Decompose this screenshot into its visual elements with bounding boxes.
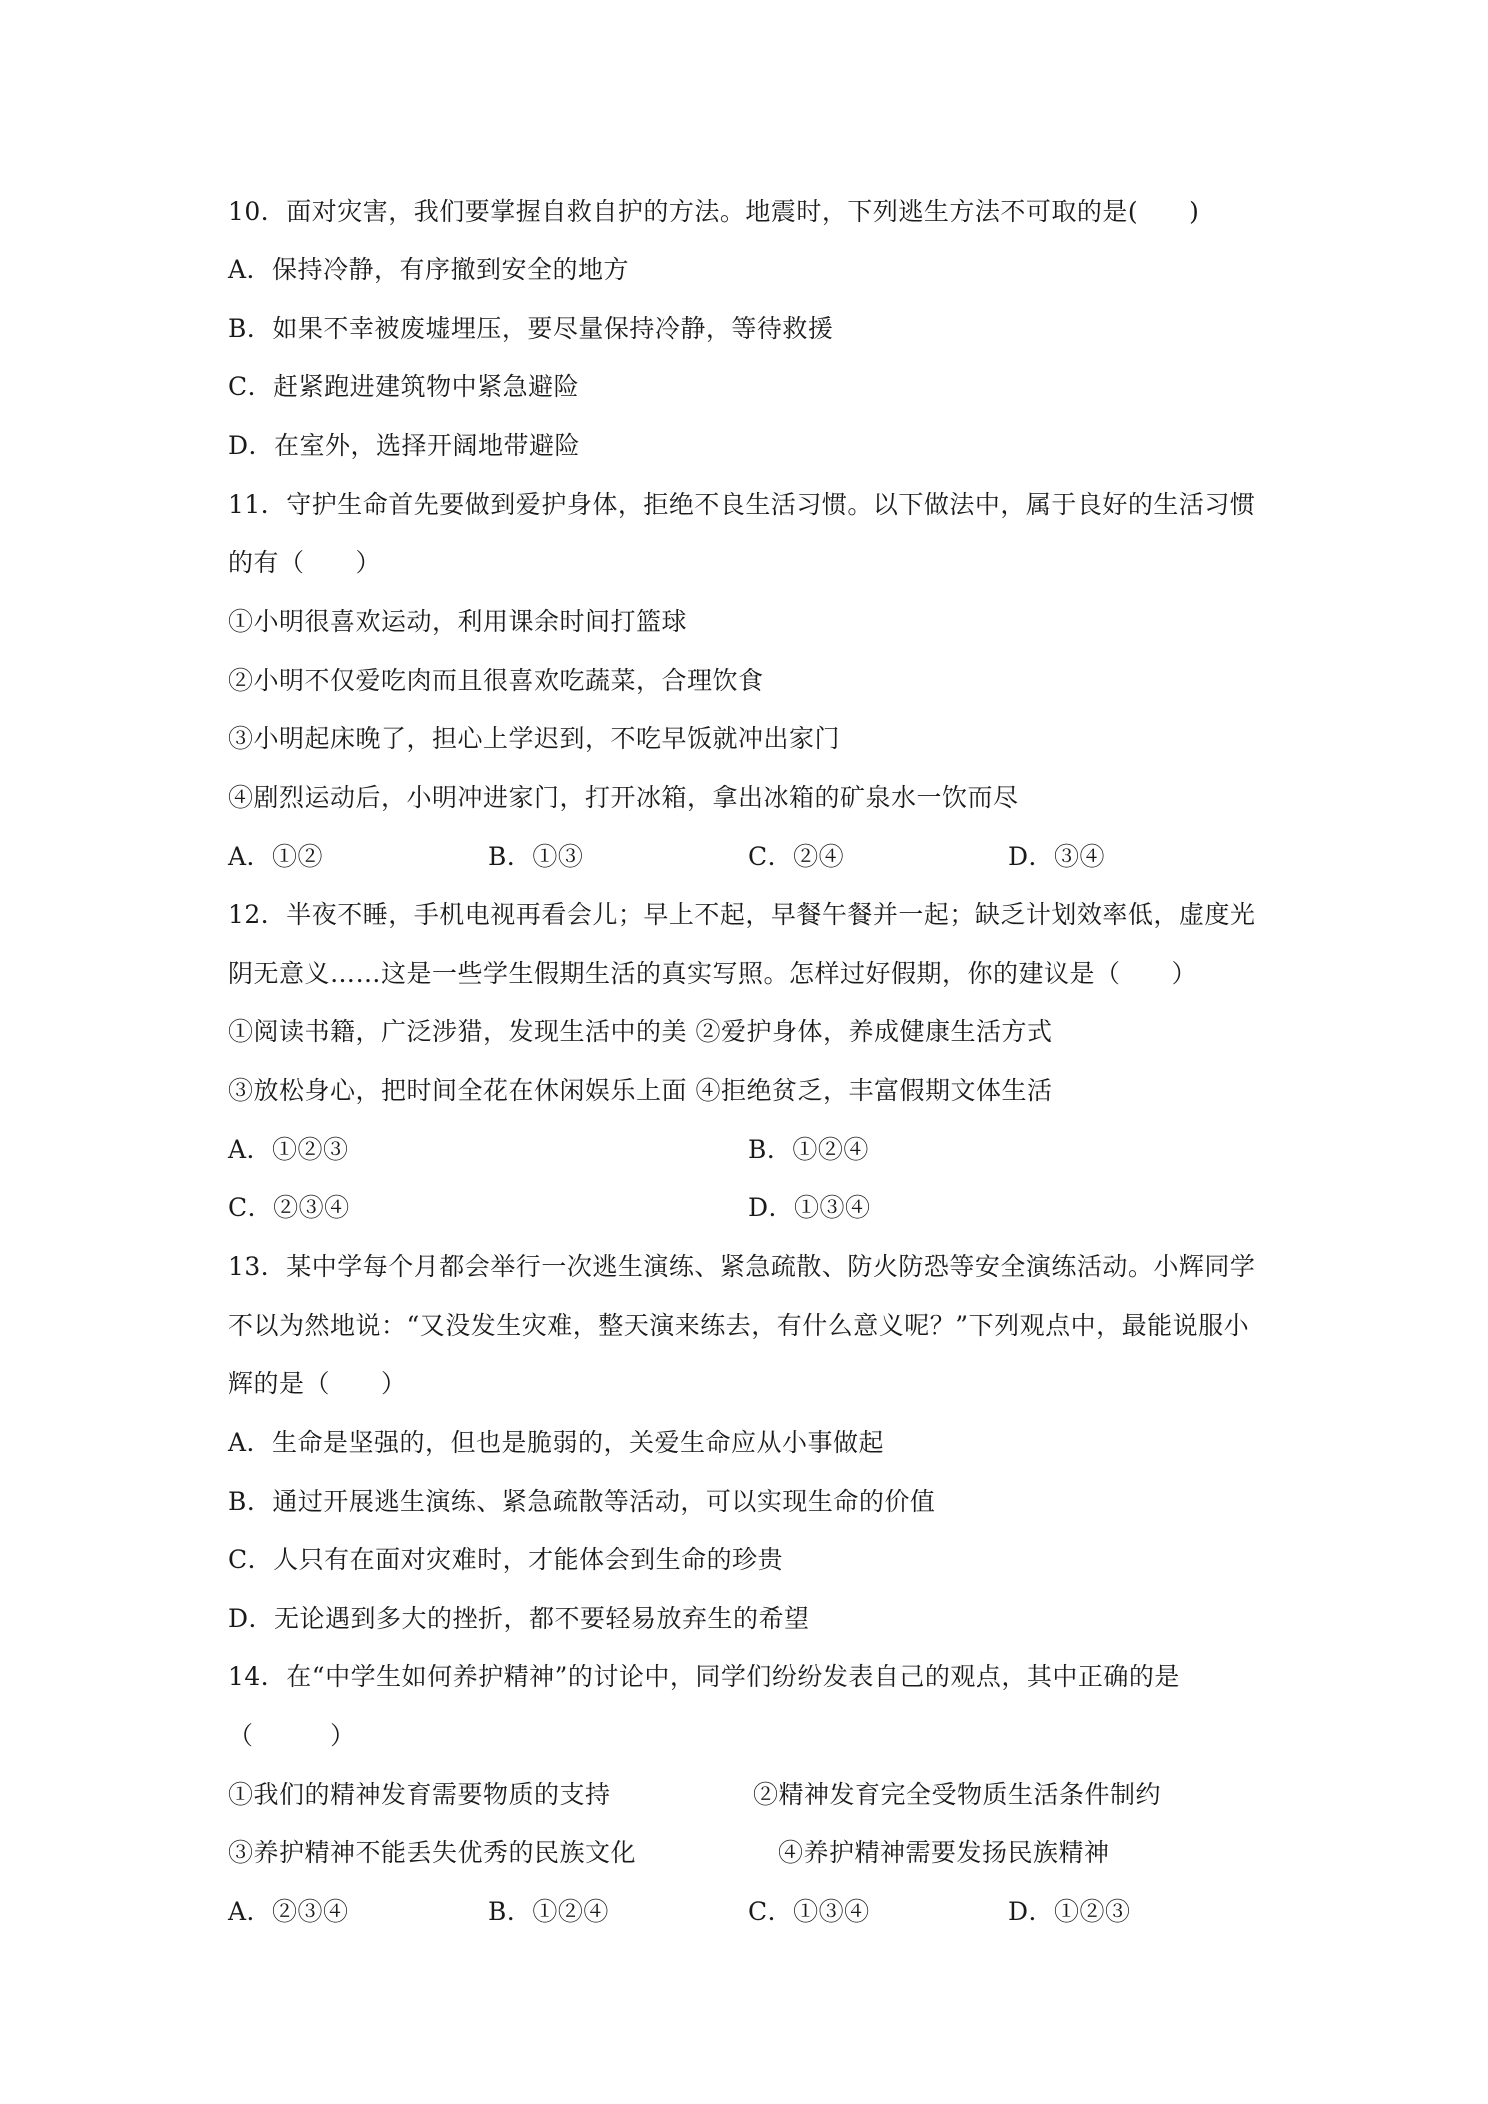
question-10-option-d: D．在室外，选择开阔地带避险	[228, 431, 581, 460]
question-12-option-c: C．②③④	[228, 1193, 350, 1222]
question-13-option-d: D．无论遇到多大的挫折，都不要轻易放弃生的希望	[228, 1604, 810, 1633]
question-14-item-2: ②精神发育完全受物质生活条件制约	[753, 1780, 1162, 1809]
question-11-item-4: ④剧烈运动后，小明冲进家门，打开冰箱，拿出冰箱的矿泉水一饮而尽	[228, 783, 1019, 812]
question-14-option-c: C．①③④	[748, 1897, 870, 1926]
question-12-option-b: B．①②④	[748, 1135, 869, 1164]
question-11-stem-line1: 11．守护生命首先要做到爱护身体，拒绝不良生活习惯。以下做法中，属于良好的生活习惯	[228, 490, 1256, 519]
question-13-option-b: B．通过开展逃生演练、紧急疏散等活动，可以实现生命的价值	[228, 1487, 936, 1516]
question-12-option-d: D．①③④	[748, 1193, 871, 1222]
question-10-stem: 10．面对灾害，我们要掌握自救自护的方法。地震时，下列逃生方法不可取的是( )	[228, 197, 1200, 226]
question-10-option-c: C．赶紧跑进建筑物中紧急避险	[228, 372, 580, 401]
question-11-item-3: ③小明起床晚了，担心上学迟到，不吃早饭就冲出家门	[228, 724, 841, 753]
question-14-stem-line2: （ ）	[228, 1721, 356, 1750]
question-14-option-a: A．②③④	[228, 1897, 349, 1926]
question-13-stem-line2: 不以为然地说：“又没发生灾难，整天演来练去，有什么意义呢？”下列观点中，最能说服小	[228, 1311, 1250, 1340]
question-11-stem-line2: 的有（ ）	[228, 548, 382, 577]
question-12-items-line2: ③放松身心，把时间全花在休闲娱乐上面 ④拒绝贫乏，丰富假期文体生活	[228, 1076, 1053, 1105]
question-11-item-2: ②小明不仅爱吃肉而且很喜欢吃蔬菜，合理饮食	[228, 666, 764, 695]
question-13-stem-line3: 辉的是（ ）	[228, 1369, 407, 1398]
question-13-option-a: A．生命是坚强的，但也是脆弱的，关爱生命应从小事做起	[228, 1428, 885, 1457]
question-11-option-d: D．③④	[1008, 842, 1106, 871]
question-11-option-c: C．②④	[748, 842, 845, 871]
question-11-option-a: A．①②	[228, 842, 324, 871]
question-14-option-d: D．①②③	[1008, 1897, 1131, 1926]
question-14-item-3: ③养护精神不能丢失优秀的民族文化	[228, 1838, 637, 1867]
question-14-option-b: B．①②④	[488, 1897, 609, 1926]
question-13-option-c: C．人只有在面对灾难时，才能体会到生命的珍贵	[228, 1545, 784, 1574]
question-11-option-b: B．①③	[488, 842, 584, 871]
question-14-item-4: ④养护精神需要发扬民族精神	[778, 1838, 1110, 1867]
question-13-stem-line1: 13．某中学每个月都会举行一次逃生演练、紧急疏散、防火防恐等安全演练活动。小辉同学	[228, 1252, 1256, 1281]
question-10-option-b: B．如果不幸被废墟埋压，要尽量保持冷静，等待救援	[228, 314, 834, 343]
question-14-item-1: ①我们的精神发育需要物质的支持	[228, 1780, 611, 1809]
question-12-option-a: A．①②③	[228, 1135, 349, 1164]
question-14-stem-line1: 14．在“中学生如何养护精神”的讨论中，同学们纷纷发表自己的观点，其中正确的是	[228, 1662, 1180, 1691]
question-12-stem-line1: 12．半夜不睡，手机电视再看会儿；早上不起，早餐午餐并一起；缺乏计划效率低，虚度光	[228, 900, 1256, 929]
question-12-items-line1: ①阅读书籍，广泛涉猎，发现生活中的美 ②爱护身体，养成健康生活方式	[228, 1017, 1053, 1046]
question-10-option-a: A．保持冷静，有序撤到安全的地方	[228, 255, 630, 284]
question-11-item-1: ①小明很喜欢运动，利用课余时间打篮球	[228, 607, 688, 636]
question-12-stem-line2: 阴无意义……这是一些学生假期生活的真实写照。怎样过好假期，你的建议是（ ）	[228, 959, 1198, 988]
